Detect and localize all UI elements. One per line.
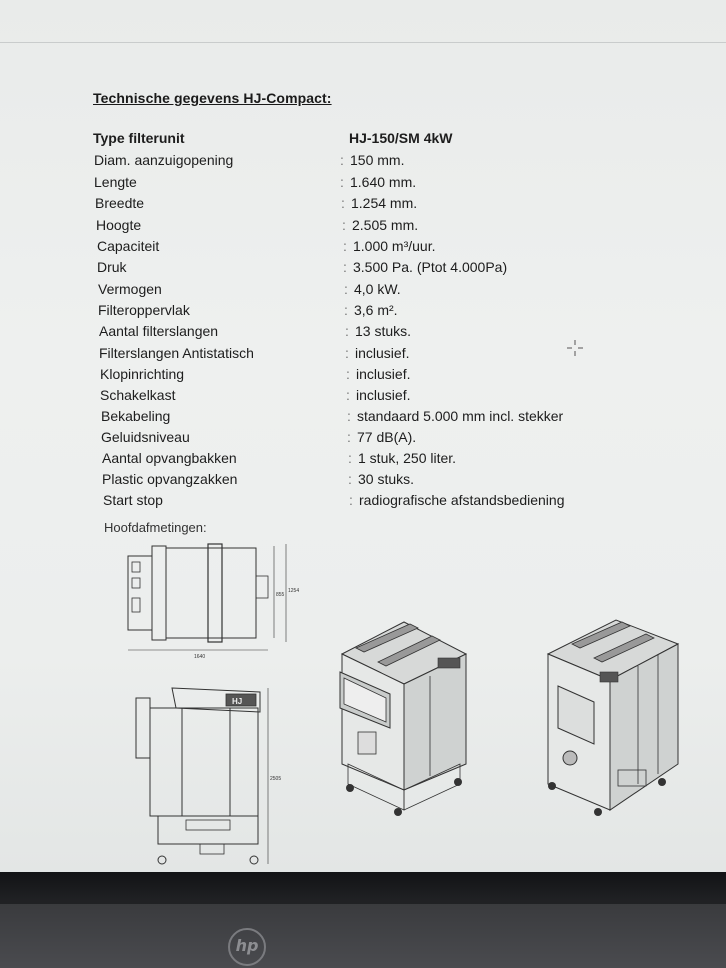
spec-value: 2.505 mm. — [352, 217, 419, 233]
spec-label: Vermogen — [98, 281, 162, 297]
spec-label: Lengte — [94, 174, 137, 190]
dim-inner-label: 855 — [276, 592, 285, 598]
spec-colon: : — [345, 323, 349, 339]
spec-colon: : — [340, 174, 344, 190]
spec-label: Capaciteit — [97, 238, 160, 254]
spec-label: Filterslangen Antistatisch — [99, 345, 254, 361]
spec-colon: : — [342, 217, 346, 233]
spec-label: Hoogte — [96, 217, 142, 233]
spec-label: Breedte — [95, 195, 145, 211]
spec-value: standaard 5.000 mm incl. stekker — [357, 408, 564, 424]
spec-value: 77 dB(A). — [357, 429, 417, 445]
spec-label: Klopinrichting — [100, 366, 185, 382]
isometric-rear-drawing — [538, 614, 686, 824]
spec-value: 3.500 Pa. (Ptot 4.000Pa) — [353, 259, 508, 275]
spec-label: Schakelkast — [100, 387, 176, 403]
monitor-stand-lip — [0, 904, 726, 968]
dim-length-label: 1640 — [194, 654, 206, 660]
spec-label: Start stop — [103, 492, 163, 508]
spec-label: Aantal opvangbakken — [102, 450, 237, 466]
spec-label: Geluidsniveau — [101, 429, 190, 445]
spec-colon: : — [347, 408, 351, 424]
hp-logo: hp — [228, 928, 266, 966]
spec-label: Type filterunit — [93, 130, 185, 146]
spec-value: 1.640 mm. — [350, 174, 417, 190]
drawings-label: Hoofdafmetingen: — [104, 520, 207, 535]
spec-value: inclusief. — [355, 345, 410, 361]
dim-total-height-label: 2505 — [270, 776, 282, 782]
spec-colon: : — [349, 492, 353, 508]
spec-value: inclusief. — [356, 387, 411, 403]
spec-label: Druk — [97, 259, 127, 275]
spec-value: 30 stuks. — [358, 471, 415, 487]
spec-colon: : — [344, 302, 348, 318]
spec-value: inclusief. — [356, 366, 411, 382]
spec-colon: : — [343, 259, 347, 275]
spec-value: 150 mm. — [350, 152, 405, 168]
spec-colon: : — [341, 195, 345, 211]
spec-value: radiografische afstandsbediening — [359, 492, 565, 508]
spec-label: Plastic opvangzakken — [102, 471, 238, 487]
spec-colon: : — [345, 345, 349, 361]
spec-value: 3,6 m². — [354, 302, 398, 318]
spec-colon: : — [348, 450, 352, 466]
dim-height-label: 1254 — [288, 588, 300, 594]
spec-colon: : — [343, 238, 347, 254]
spec-value: 13 stuks. — [355, 323, 412, 339]
spec-value: HJ-150/SM 4kW — [349, 130, 453, 146]
crosshair-cursor-icon — [566, 339, 584, 357]
spec-label: Diam. aanzuigopening — [94, 152, 234, 168]
spec-label: Bekabeling — [101, 408, 171, 424]
spec-value: 1 stuk, 250 liter. — [358, 450, 457, 466]
side-view-drawing — [128, 684, 282, 874]
spec-label: Aantal filterslangen — [99, 323, 219, 339]
spec-colon: : — [344, 281, 348, 297]
spec-colon: : — [347, 429, 351, 445]
spec-value: 4,0 kW. — [354, 281, 401, 297]
unit-logo-label: HJ — [232, 697, 243, 706]
spec-colon: : — [346, 387, 350, 403]
document-title: Technische gegevens HJ-Compact: — [93, 90, 332, 106]
spec-value: 1.254 mm. — [351, 195, 418, 211]
spec-colon: : — [340, 152, 344, 168]
spec-label: Filteroppervlak — [98, 302, 190, 318]
isometric-front-drawing — [334, 614, 474, 824]
spec-colon: : — [346, 366, 350, 382]
spec-value: 1.000 m³/uur. — [353, 238, 436, 254]
spec-colon: : — [348, 471, 352, 487]
top-view-drawing — [124, 538, 300, 660]
